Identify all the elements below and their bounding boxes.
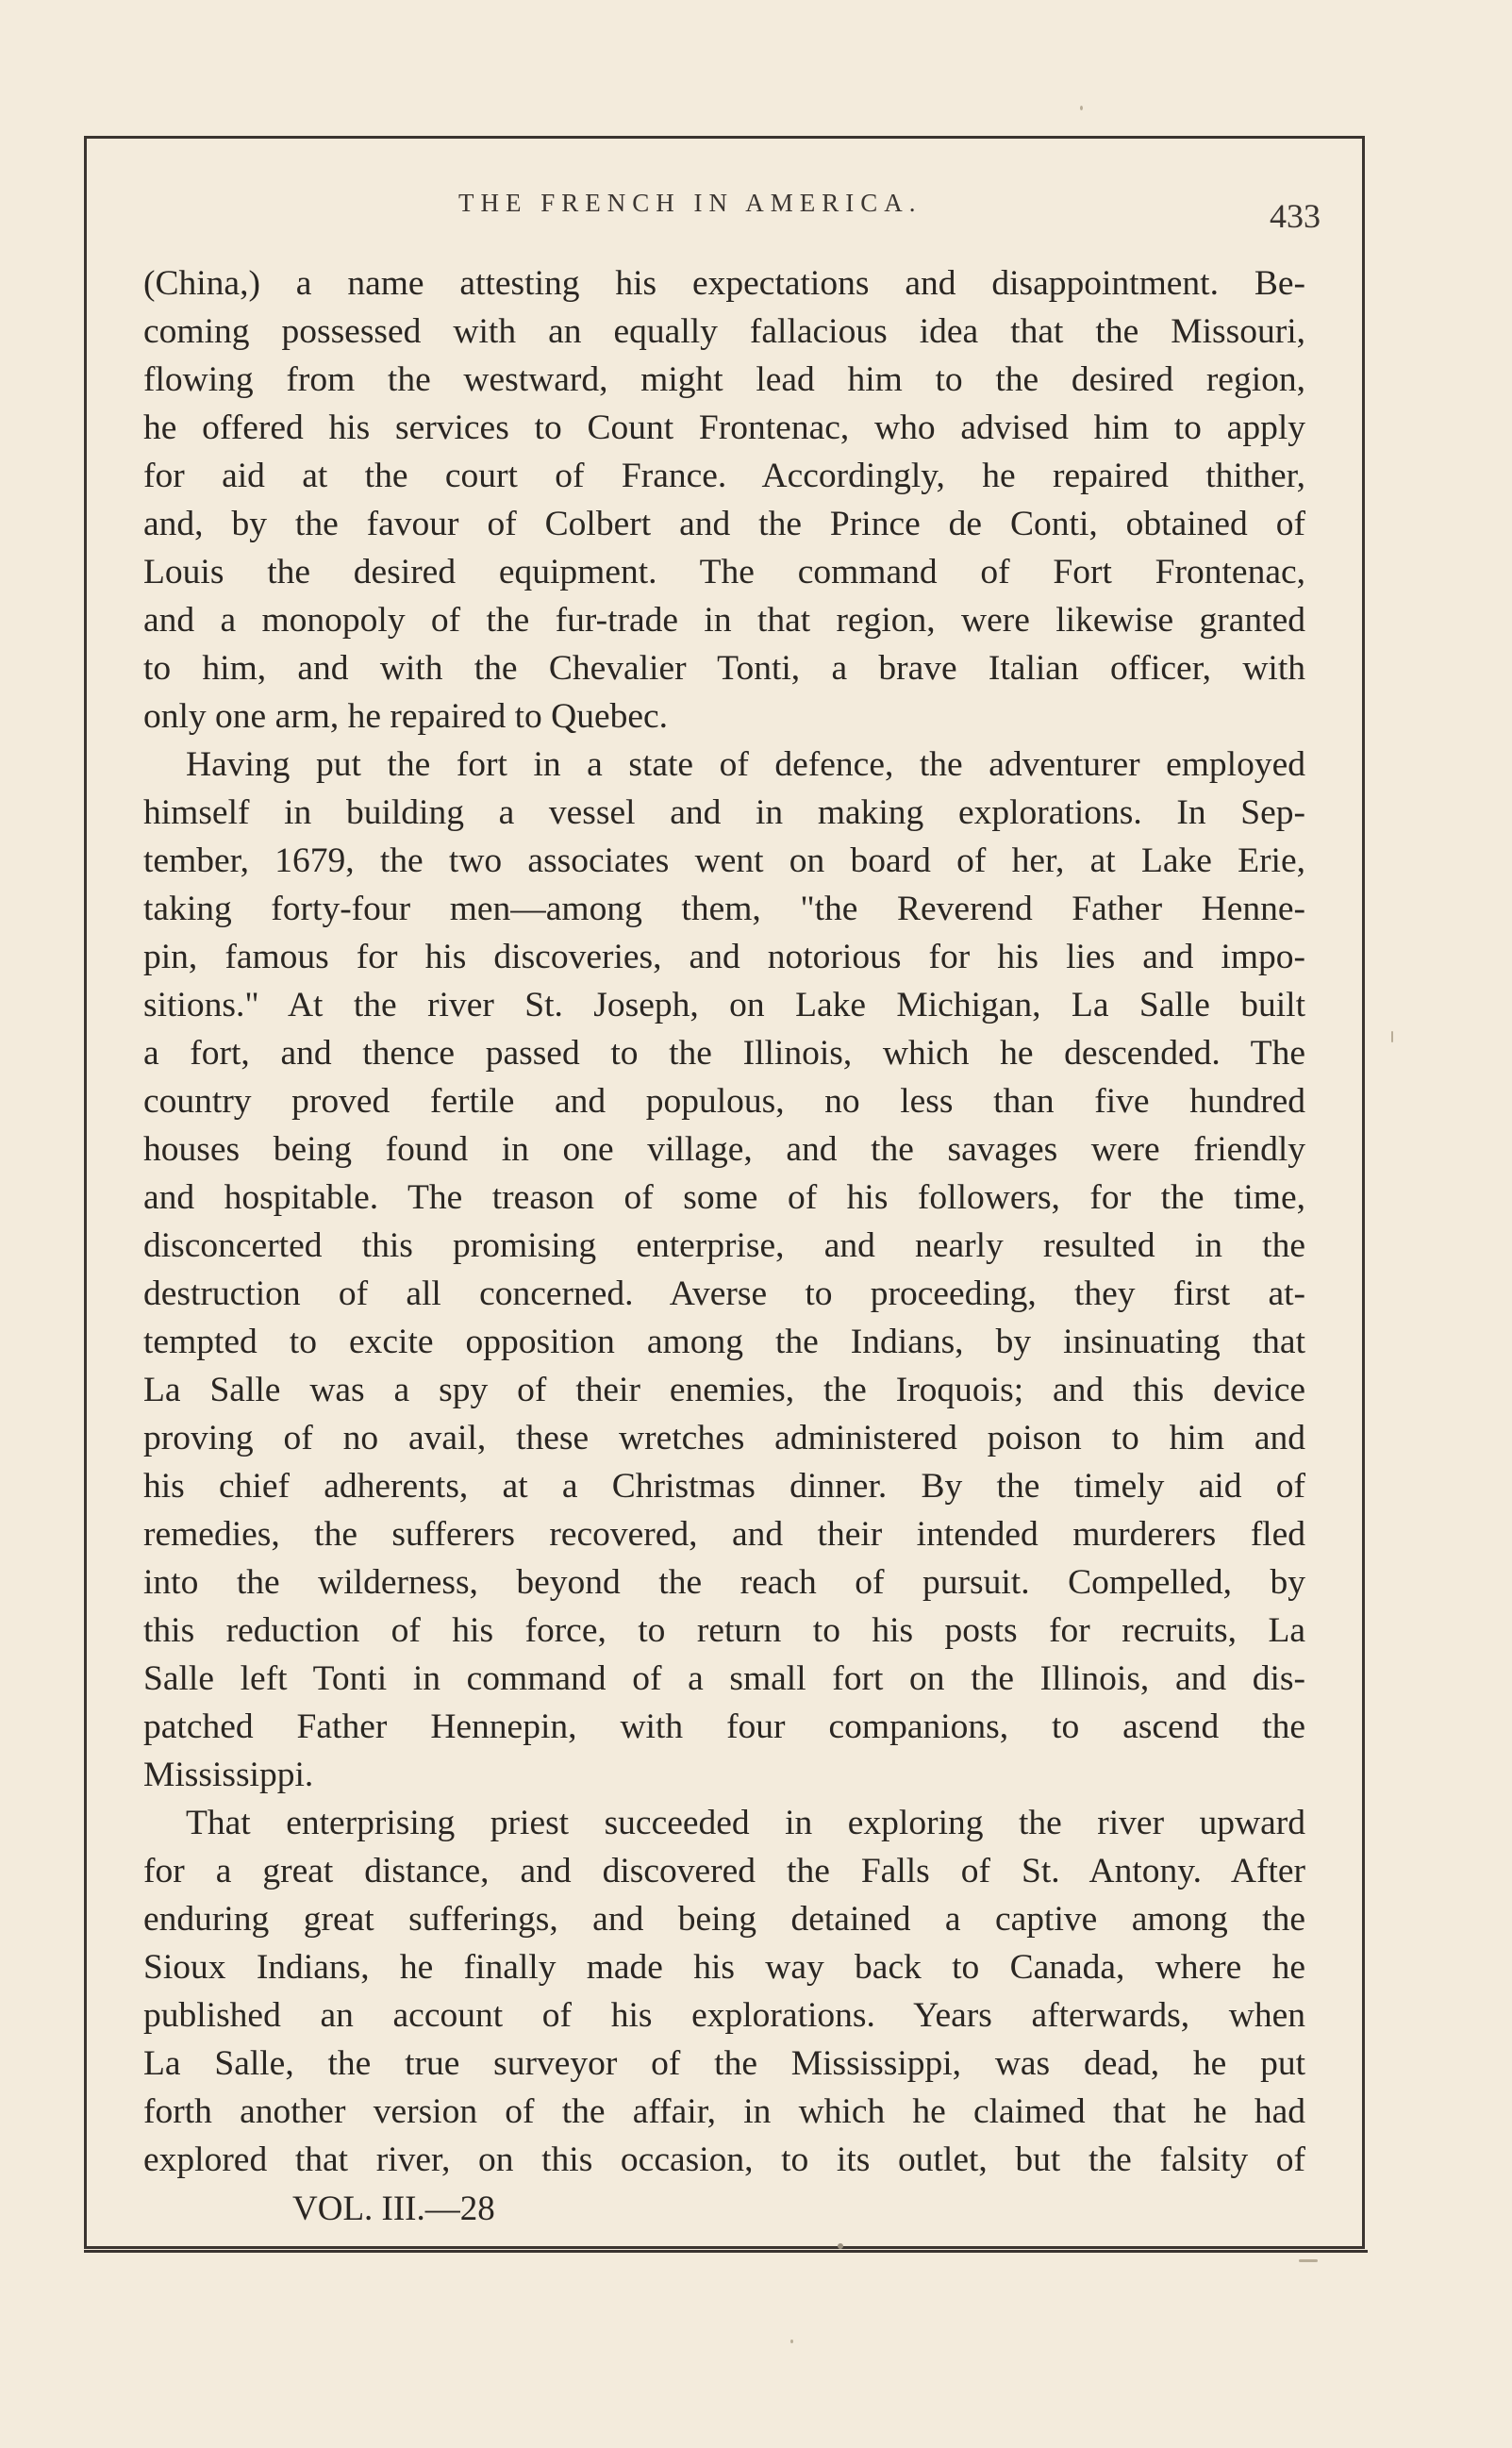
text-line: this reduction of his force, to return to his posts for recruits, La: [143, 1611, 1305, 1650]
text-line: Salle left Tonti in command of a small fort on the Illinois, and dis-: [143, 1659, 1305, 1698]
text-line: for aid at the court of France. Accordingly, he repaired thither,: [143, 457, 1305, 495]
text-line: destruction of all concerned. Averse to proceeding, they first at-: [143, 1274, 1305, 1313]
text-line: into the wilderness, beyond the reach of pursuit. Compelled, by: [143, 1563, 1305, 1602]
text-line: and a monopoly of the fur-trade in that region, were likewise granted: [143, 601, 1305, 640]
text-line: forth another version of the affair, in which he claimed that he had: [143, 2092, 1305, 2131]
text-line: La Salle was a spy of their enemies, the Iroquois; and this device: [143, 1371, 1305, 1409]
text-line: Having put the fort in a state of defence, the adventurer employed: [186, 745, 1305, 784]
text-line: That enterprising priest succeeded in exploring the river upward: [186, 1804, 1305, 1842]
text-line: only one arm, he repaired to Quebec.: [143, 697, 669, 736]
text-line: a fort, and thence passed to the Illinois, which he descended. The: [143, 1034, 1305, 1073]
text-line: taking forty-four men—among them, "the Reverend Father Henne-: [143, 890, 1305, 928]
text-line: he offered his services to Count Frontenac, who advised him to apply: [143, 408, 1305, 447]
text-line: for a great distance, and discovered the Falls of St. Antony. After: [143, 1852, 1305, 1890]
text-line: remedies, the sufferers recovered, and their intended murderers fled: [143, 1515, 1305, 1554]
text-line: disconcerted this promising enterprise, and nearly resulted in the: [143, 1226, 1305, 1265]
text-line: his chief adherents, at a Christmas dinner. By the timely aid of: [143, 1467, 1305, 1506]
text-line: to him, and with the Chevalier Tonti, a brave Italian officer, with: [143, 649, 1305, 688]
text-line: country proved fertile and populous, no less than five hundred: [143, 1082, 1305, 1121]
paper-speck: [1299, 2259, 1318, 2262]
text-line: flowing from the westward, might lead him to the desired region,: [143, 360, 1305, 399]
text-line: published an account of his explorations. Years afterwards, when: [143, 1996, 1305, 2035]
text-line: Mississippi.: [143, 1756, 314, 1794]
text-line: Sioux Indians, he finally made his way back to Canada, where he: [143, 1948, 1305, 1987]
text-line: houses being found in one village, and the savages were friendly: [143, 1130, 1305, 1169]
text-line: coming possessed with an equally fallacious idea that the Missouri,: [143, 312, 1305, 351]
text-line: pin, famous for his discoveries, and notorious for his lies and impo-: [143, 938, 1305, 976]
text-line: explored that river, on this occasion, to its outlet, but the falsity of: [143, 2140, 1305, 2179]
text-line: La Salle, the true surveyor of the Mississippi, was dead, he put: [143, 2044, 1305, 2083]
text-line: patched Father Hennepin, with four companions, to ascend the: [143, 1707, 1305, 1746]
text-line: and, by the favour of Colbert and the Prince de Conti, obtained of: [143, 505, 1305, 543]
running-head: THE FRENCH IN AMERICA.: [458, 189, 922, 217]
text-line: (China,) a name attesting his expectations and disappointment. Be-: [143, 264, 1305, 303]
paper-speck: [790, 2340, 793, 2343]
signature-mark: VOL. III.—28: [292, 2190, 495, 2228]
paper-speck: [838, 2243, 843, 2249]
page-number: 433: [1270, 197, 1321, 235]
body-text: [143, 259, 1305, 2184]
text-line: tempted to excite opposition among the Indians, by insinuating that: [143, 1323, 1305, 1361]
text-line: sitions." At the river St. Joseph, on Lake Michigan, La Salle built: [143, 986, 1305, 1024]
paper-speck: [1080, 106, 1083, 110]
text-line: enduring great sufferings, and being detained a captive among the: [143, 1900, 1305, 1939]
text-line: himself in building a vessel and in making explorations. In Sep-: [143, 793, 1305, 832]
text-line: proving of no avail, these wretches administered poison to him and: [143, 1419, 1305, 1457]
paper-speck: [1391, 1031, 1393, 1042]
text-line: Louis the desired equipment. The command of Fort Frontenac,: [143, 553, 1305, 591]
text-line: tember, 1679, the two associates went on board of her, at Lake Erie,: [143, 841, 1305, 880]
text-line: and hospitable. The treason of some of his followers, for the time,: [143, 1178, 1305, 1217]
